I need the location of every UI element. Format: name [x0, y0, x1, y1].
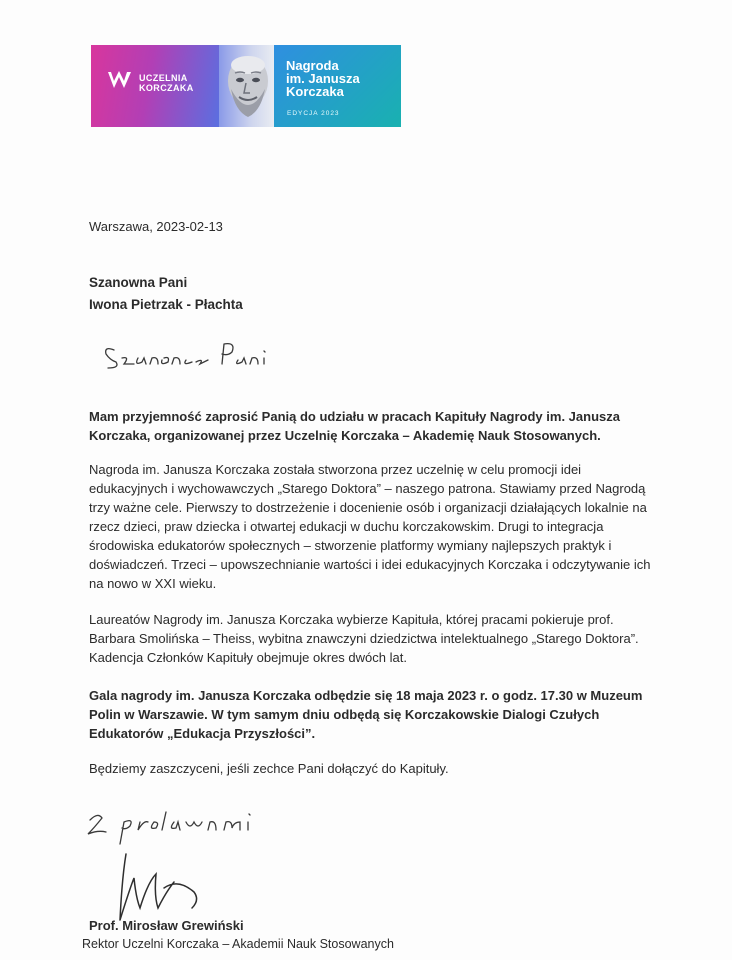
place-date: Warszawa, 2023-02-13 [89, 219, 223, 234]
award-banner [91, 45, 401, 127]
signatory-name: Prof. Mirosław Grewiński [89, 918, 244, 933]
award-title-line-3: Korczaka [286, 84, 344, 99]
university-logo-text [139, 73, 194, 93]
logo-line-2: KORCZAKA [139, 83, 194, 93]
jury-paragraph: Laureatów Nagrody im. Janusza Korczaka wybierze Kapituła, której pracami pokieruje prof. Barbara Smolińska – Theiss, wybitna znawczyni dziedzictwa intelektualnego „Starego Doktora”. Kadencja Członków Kapituły obejmuje okres dwóch lat. [89, 612, 639, 665]
award-goals-paragraph: Nagroda im. Janusza Korczaka została stworzona przez uczelnię w celu promocji idei edukacyjnych i wychowawczych „Starego Doktora” – naszego patrona. Stawiamy przed Nagrodą trzy ważne cele. Pierwszy to dostrzeżenie i docenienie osób i organizacji działających lokalnie na rzecz dzieci, praw dziecka i otwartej edukacji w duchu korczakowskim. Drugi to integracja środowiska edukatorów społecznych – stworzenie platformy wymiany najlepszych praktyk i doświadczeń. Trzeci – upowszechnianie wartości i idei edukacyjnych Korczaka i odczytywanie ich na nowo w XXI wieku. [89, 462, 651, 591]
salutation-line-2: Iwona Pietrzak - Płachta [89, 297, 243, 312]
handwritten-closing [84, 806, 284, 846]
university-logo-icon [107, 69, 133, 91]
handwritten-greeting [100, 338, 280, 374]
award-title-line-1: Nagroda [286, 58, 339, 73]
award-edition: EDYCJA 2023 [287, 110, 340, 117]
recipient-block [89, 272, 243, 316]
salutation-line-1: Szanowna Pani [89, 275, 188, 290]
korczak-portrait-icon [221, 51, 273, 125]
logo-line-1: UCZELNIA [139, 73, 188, 83]
award-title [286, 59, 396, 98]
signatory-title: Rektor Uczelni Korczaka – Akademii Nauk Stosowanych [82, 937, 394, 951]
intro-paragraph: Mam przyjemność zaprosić Panią do udziału w pracach Kapituły Nagrody im. Janusza Korczaka, organizowanej przez Uczelnię Korczaka – Akademię Nauk Stosowanych. [89, 409, 620, 443]
closing-sentence: Będziemy zaszczyceni, jeśli zechce Pani dołączyć do Kapituły. [89, 761, 449, 776]
signature-mark [104, 848, 214, 926]
award-title-line-2: im. Janusza [286, 71, 360, 86]
gala-paragraph: Gala nagrody im. Janusza Korczaka odbędzie się 18 maja 2023 r. o godz. 17.30 w Muzeum Polin w Warszawie. W tym samym dniu odbędą się Korczakowskie Dialogi Czułych Edukatorów „Edukacja Przyszłości”. [89, 688, 643, 741]
